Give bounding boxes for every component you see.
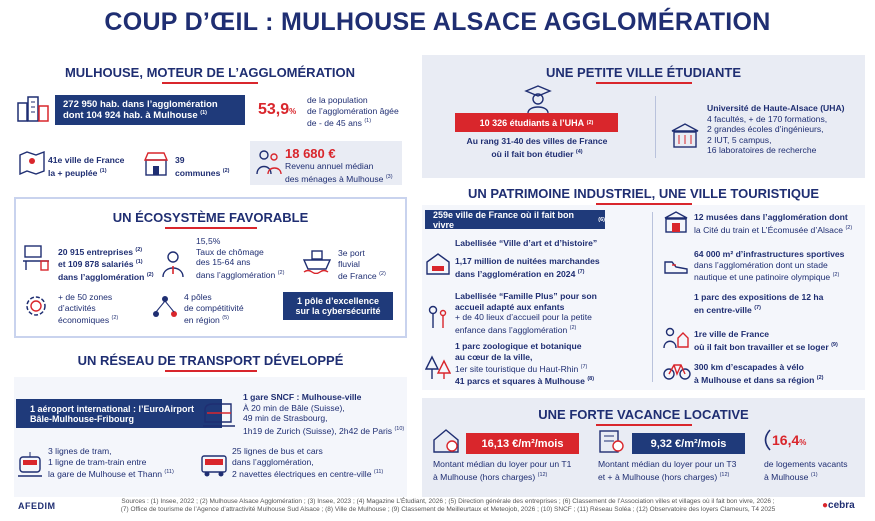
family-icon — [256, 148, 282, 176]
tram-line2: 1 ligne de tram-train entre — [48, 456, 147, 467]
pct-unit: % — [289, 107, 297, 116]
chomage-line4: dans l’agglomération — [196, 269, 276, 280]
logo-cebra-text: cebra — [828, 500, 855, 511]
house-euro-icon — [432, 428, 460, 454]
vacance-number: 16,4 — [772, 432, 800, 448]
vacance-unit: % — [799, 438, 807, 447]
rang-vivre-text: 259e ville de France où il fait bon vivre — [433, 209, 575, 230]
ref: (7) — [577, 268, 585, 275]
sport-line2: dans l’agglomération dont un stade — [694, 259, 828, 270]
famille-line2: accueil adapté aux enfants — [455, 301, 565, 312]
famille-text — [455, 291, 597, 335]
parc-line1: 1 parc zoologique et botanique — [455, 341, 582, 351]
tram-line1: 3 lignes de tram, — [48, 446, 112, 456]
ref: (11) — [164, 469, 174, 475]
tram-icon — [16, 452, 44, 478]
etudiants-count: 10 326 étudiants à l’UHA — [479, 117, 585, 128]
entreprises-line1: 20 915 entreprises — [58, 246, 134, 257]
ref: (8) — [587, 376, 595, 383]
ref: (1) — [364, 118, 372, 124]
pct-number: 53,9 — [258, 101, 290, 118]
bus-line1: 25 lignes de bus et cars — [232, 446, 323, 456]
zones-text: + de 50 zones d’activités économiques $^{(2)}$ — [58, 292, 119, 325]
bus-icon — [200, 452, 228, 478]
uha-line3: 2 IUT, 5 campus, — [707, 134, 772, 145]
rank-text — [48, 155, 124, 178]
entreprises-text: 20 915 entreprises $^{(2)}$ et 109 878 salariés $^{(1)}$ dans l’agglomération $^{(2)}$ — [58, 246, 154, 282]
famille-line4: enfance dans l’agglomération — [455, 324, 568, 335]
ref: (7) — [754, 304, 761, 311]
vacance-line1: de logements vacants — [764, 459, 848, 469]
communes-line1: 39 — [175, 155, 185, 165]
ref: (4) — [575, 148, 583, 155]
map-icon — [18, 151, 46, 175]
ref: (12) — [719, 471, 730, 478]
sources-line1: Sources : (1) Insee, 2022 ; (2) Mulhouse Alsace Agglomération ; (3) Insee, 2023 ; (4) Magazine L’Étudiant, 2026 ; (5) Direction générale des entreprises ; (6) Classement de l’Association villes et villages où il fait bon vivre, 2026 ; — [121, 498, 775, 505]
entreprises-line3: dans l’agglomération — [58, 271, 145, 282]
rang-line1: Au rang 31-40 des villes de France — [466, 136, 608, 146]
pct-text3: de - de 45 ans — [307, 117, 362, 128]
aeroport-pill — [16, 399, 222, 428]
logo-cebra: ●cebra — [822, 500, 855, 511]
pct-text — [307, 95, 412, 128]
ref: (11) — [373, 469, 384, 475]
cyber-pill — [283, 292, 393, 320]
ref: (1) — [810, 471, 818, 478]
apartment-euro-icon — [597, 428, 625, 454]
population-line2: dont 104 924 hab. à Mulhouse — [63, 110, 198, 122]
section-underline — [165, 227, 257, 229]
rang-vivre-pill — [425, 210, 605, 229]
port-line3: de France — [338, 270, 377, 281]
sport-line3: nautique et une patinoire olympique — [694, 271, 831, 282]
section-title-etudiante: UNE PETITE VILLE ÉTUDIANTE — [545, 65, 741, 80]
rang-line2: où il fait bon étudier — [491, 148, 574, 159]
expo-line1: 1 parc des expositions de 12 ha — [694, 292, 824, 302]
section-title-vacance: UNE FORTE VACANCE LOCATIVE — [538, 407, 749, 422]
shop-icon — [143, 151, 169, 177]
ref: (2) — [569, 324, 577, 331]
train-icon — [203, 400, 235, 428]
office-desk-icon — [22, 243, 50, 271]
rank-line1: 41e ville de France — [48, 155, 125, 165]
gare-text — [243, 392, 404, 436]
sources-line2: (7) Office de tourisme de l’Agence d’attractivité Mulhouse Sud Alsace ; (8) Ville de Mulhouse ; (9) Classement de Meilleurtaux et Meteojob, 2026 ; (10) SNCF ; (11) Réseau Soléa ; (12) Observatoire des loyers Clameurs, T4 2025 — [120, 506, 776, 513]
tram-text — [48, 446, 174, 479]
ref: (9) — [831, 341, 838, 348]
bicycle-icon — [663, 361, 691, 381]
poles-line2: de compétitivité — [184, 302, 244, 313]
network-icon — [152, 295, 178, 319]
revenu-line2: des ménages à Mulhouse — [285, 173, 384, 184]
etudiants-pill — [455, 113, 618, 132]
section-underline — [165, 370, 257, 372]
section-underline — [162, 82, 258, 84]
poles-line3: en région — [184, 314, 220, 325]
hotel-bed-icon — [425, 252, 451, 276]
art-histoire-text: Labellisée “Ville d’art et d’histoire” — [455, 238, 598, 248]
worker-home-icon — [663, 327, 689, 349]
t1-line1: Montant médian du loyer pour un T1 — [433, 459, 572, 469]
poles-text: 4 pôles de compétitivité en région $^{(5)}$ — [184, 292, 244, 325]
section-underline — [596, 82, 692, 84]
graduate-icon — [523, 83, 553, 113]
gare-line4: 1h19 de Zurich (Suisse), 2h42 de Paris — [243, 425, 393, 436]
ref: (10) — [394, 425, 405, 432]
population-line1: 272 950 hab. dans l’agglomération — [63, 98, 218, 110]
population-pill — [55, 95, 245, 125]
divider — [652, 212, 653, 382]
velo-line2: à Mulhouse et dans sa région — [694, 374, 815, 385]
communes-text — [175, 155, 230, 178]
tree-icon — [425, 355, 451, 381]
t1-text — [433, 459, 571, 482]
uha-title: Université de Haute-Alsace (UHA) — [707, 103, 845, 113]
aeroport-line2: Bâle-Mulhouse-Fribourg — [30, 413, 134, 424]
chomage-line1: 15,5% — [196, 236, 221, 246]
nuitees-line2: dans l’agglomération en 2024 — [455, 268, 576, 279]
section-title-ecosysteme: UN ÉCOSYSTÈME FAVORABLE — [112, 210, 309, 225]
ref: (2) — [816, 374, 824, 381]
t3-value-pill: 9,32 €/m²/mois — [632, 433, 745, 454]
pct-text2: de l’agglomération âgée — [307, 105, 399, 116]
ref: (6) — [598, 216, 605, 223]
vacance-line2: à Mulhouse — [764, 471, 809, 482]
t3-text — [598, 459, 736, 482]
t1-line2: à Mulhouse (hors charges) — [433, 471, 536, 482]
bus-text — [232, 446, 383, 479]
section-underline — [596, 424, 692, 426]
port-line2: fluvial — [338, 258, 360, 269]
t3-line1: Montant médian du loyer pour un T3 — [598, 459, 737, 469]
chomage-text: 15,5% Taux de chômage des 15-64 ans dans l’agglomération $^{(2)}$ — [196, 236, 285, 280]
vacance-value — [772, 432, 806, 448]
nuitees-text — [455, 256, 600, 279]
gear-euro-icon — [22, 292, 50, 320]
ref: (12) — [537, 471, 548, 478]
ship-icon — [302, 246, 332, 274]
ref: (2) — [586, 119, 594, 126]
musees-line1: 12 musées dans l’agglomération dont — [694, 212, 848, 222]
t3-line2: et + à Mulhouse (hors charges) — [598, 471, 718, 482]
bus-line3: 2 navettes électriques en centre-ville — [232, 468, 372, 479]
ref: (1) — [99, 167, 107, 174]
parc-line2: au cœur de la ville, — [455, 351, 533, 362]
buildings-icon — [16, 95, 50, 123]
parc-line3: 1er site touristique du Haut-Rhin — [455, 363, 579, 374]
aeroport-line1: 1 aéroport international : l’EuroAirport — [30, 403, 195, 414]
ref: (2) — [845, 224, 853, 231]
uha-line1: 4 facultés, + de 170 formations, — [707, 113, 828, 124]
travail-text — [694, 329, 838, 352]
rank-line2: la + peuplée — [48, 167, 98, 178]
section-title-patrimoine: UN PATRIMOINE INDUSTRIEL, UNE VILLE TOURISTIQUE — [467, 186, 819, 201]
ref: (3) — [385, 173, 393, 180]
family-plus-icon — [425, 304, 451, 330]
musees-line2: la Cité du train et L’Écomusée d’Alsace — [694, 224, 844, 235]
gare-line1: 1 gare SNCF : Mulhouse-ville — [243, 392, 362, 402]
ref: (1) — [200, 109, 207, 116]
page-title: COUP D’ŒIL : MULHOUSE ALSACE AGGLOMÉRATION — [104, 8, 771, 36]
velo-line1: 300 km d’escapades à vélo — [694, 362, 804, 372]
worker-icon — [160, 250, 186, 278]
ref: (2) — [222, 167, 230, 174]
musees-text — [694, 212, 852, 235]
sport-text — [694, 249, 844, 282]
uha-line2: 2 grandes écoles d’ingénieurs, — [707, 124, 824, 134]
poles-line1: 4 pôles — [184, 292, 212, 302]
section-title-transport: UN RÉSEAU DE TRANSPORT DÉVELOPPÉ — [77, 353, 344, 368]
port-line1: 3e port — [338, 248, 365, 258]
chomage-line2: Taux de chômage — [196, 246, 264, 257]
sneaker-icon — [663, 256, 689, 276]
divider — [655, 96, 656, 158]
logo-afedim: AFEDIM — [18, 501, 56, 511]
sources — [118, 498, 778, 514]
parc-text — [455, 341, 594, 387]
uha-line4: 16 laboratoires de recherche — [707, 145, 817, 155]
travail-line1: 1re ville de France — [694, 329, 769, 339]
revenu-line1: Revenu annuel médian — [285, 161, 374, 171]
port-text: 3e port fluvial de France $^{(2)}$ — [338, 248, 386, 281]
revenu-text — [285, 161, 393, 184]
sport-line1: 64 000 m² d’infrastructures sportives — [694, 249, 845, 259]
nuitees-line1: 1,17 million de nuitées marchandes — [455, 256, 600, 266]
cyber-line2: sur la cybersécurité — [295, 306, 381, 316]
pct-value — [258, 101, 296, 119]
velo-text — [694, 362, 823, 385]
famille-line1: Labellisée “Famille Plus” pour son — [455, 291, 597, 301]
parc-line4: 41 parcs et squares à Mulhouse — [455, 376, 585, 387]
entreprises-line2: et 109 878 salariés — [58, 259, 134, 270]
bus-line2: dans l’agglomération, — [232, 456, 314, 467]
revenu-value: 18 680 € — [285, 146, 336, 161]
university-icon — [670, 122, 700, 150]
tram-line3: la gare de Mulhouse et Thann — [48, 468, 163, 479]
zones-line1: + de 50 zones — [58, 292, 113, 302]
ref: (7) — [580, 364, 588, 370]
t1-value-pill: 16,13 €/m²/mois — [466, 433, 579, 454]
pct-text1: de la population — [307, 95, 368, 105]
expo-line2: en centre-ville — [694, 304, 752, 315]
zones-line3: économiques — [58, 314, 110, 325]
gare-line2: À 20 min de Bâle (Suisse), — [243, 402, 345, 413]
gare-line3: 49 min de Strasbourg, — [243, 413, 328, 423]
chomage-line3: des 15-64 ans — [196, 257, 251, 267]
zones-line2: d’activités — [58, 302, 96, 313]
ref: (2) — [832, 272, 840, 278]
communes-line2: communes — [175, 167, 221, 178]
expo-text — [694, 292, 823, 315]
uha-text — [707, 103, 845, 156]
famille-line3: + de 40 lieux d’accueil pour la petite — [455, 312, 592, 322]
rang-etudiant-text — [452, 136, 622, 159]
museum-icon — [663, 210, 689, 234]
cyber-line1: 1 pôle d’excellence — [296, 296, 380, 306]
vacance-text — [764, 459, 848, 482]
travail-line2: où il fait bon travailler et se loger — [694, 341, 829, 352]
section-title-moteur: MULHOUSE, MOTEUR DE L’AGGLOMÉRATION — [64, 65, 356, 80]
